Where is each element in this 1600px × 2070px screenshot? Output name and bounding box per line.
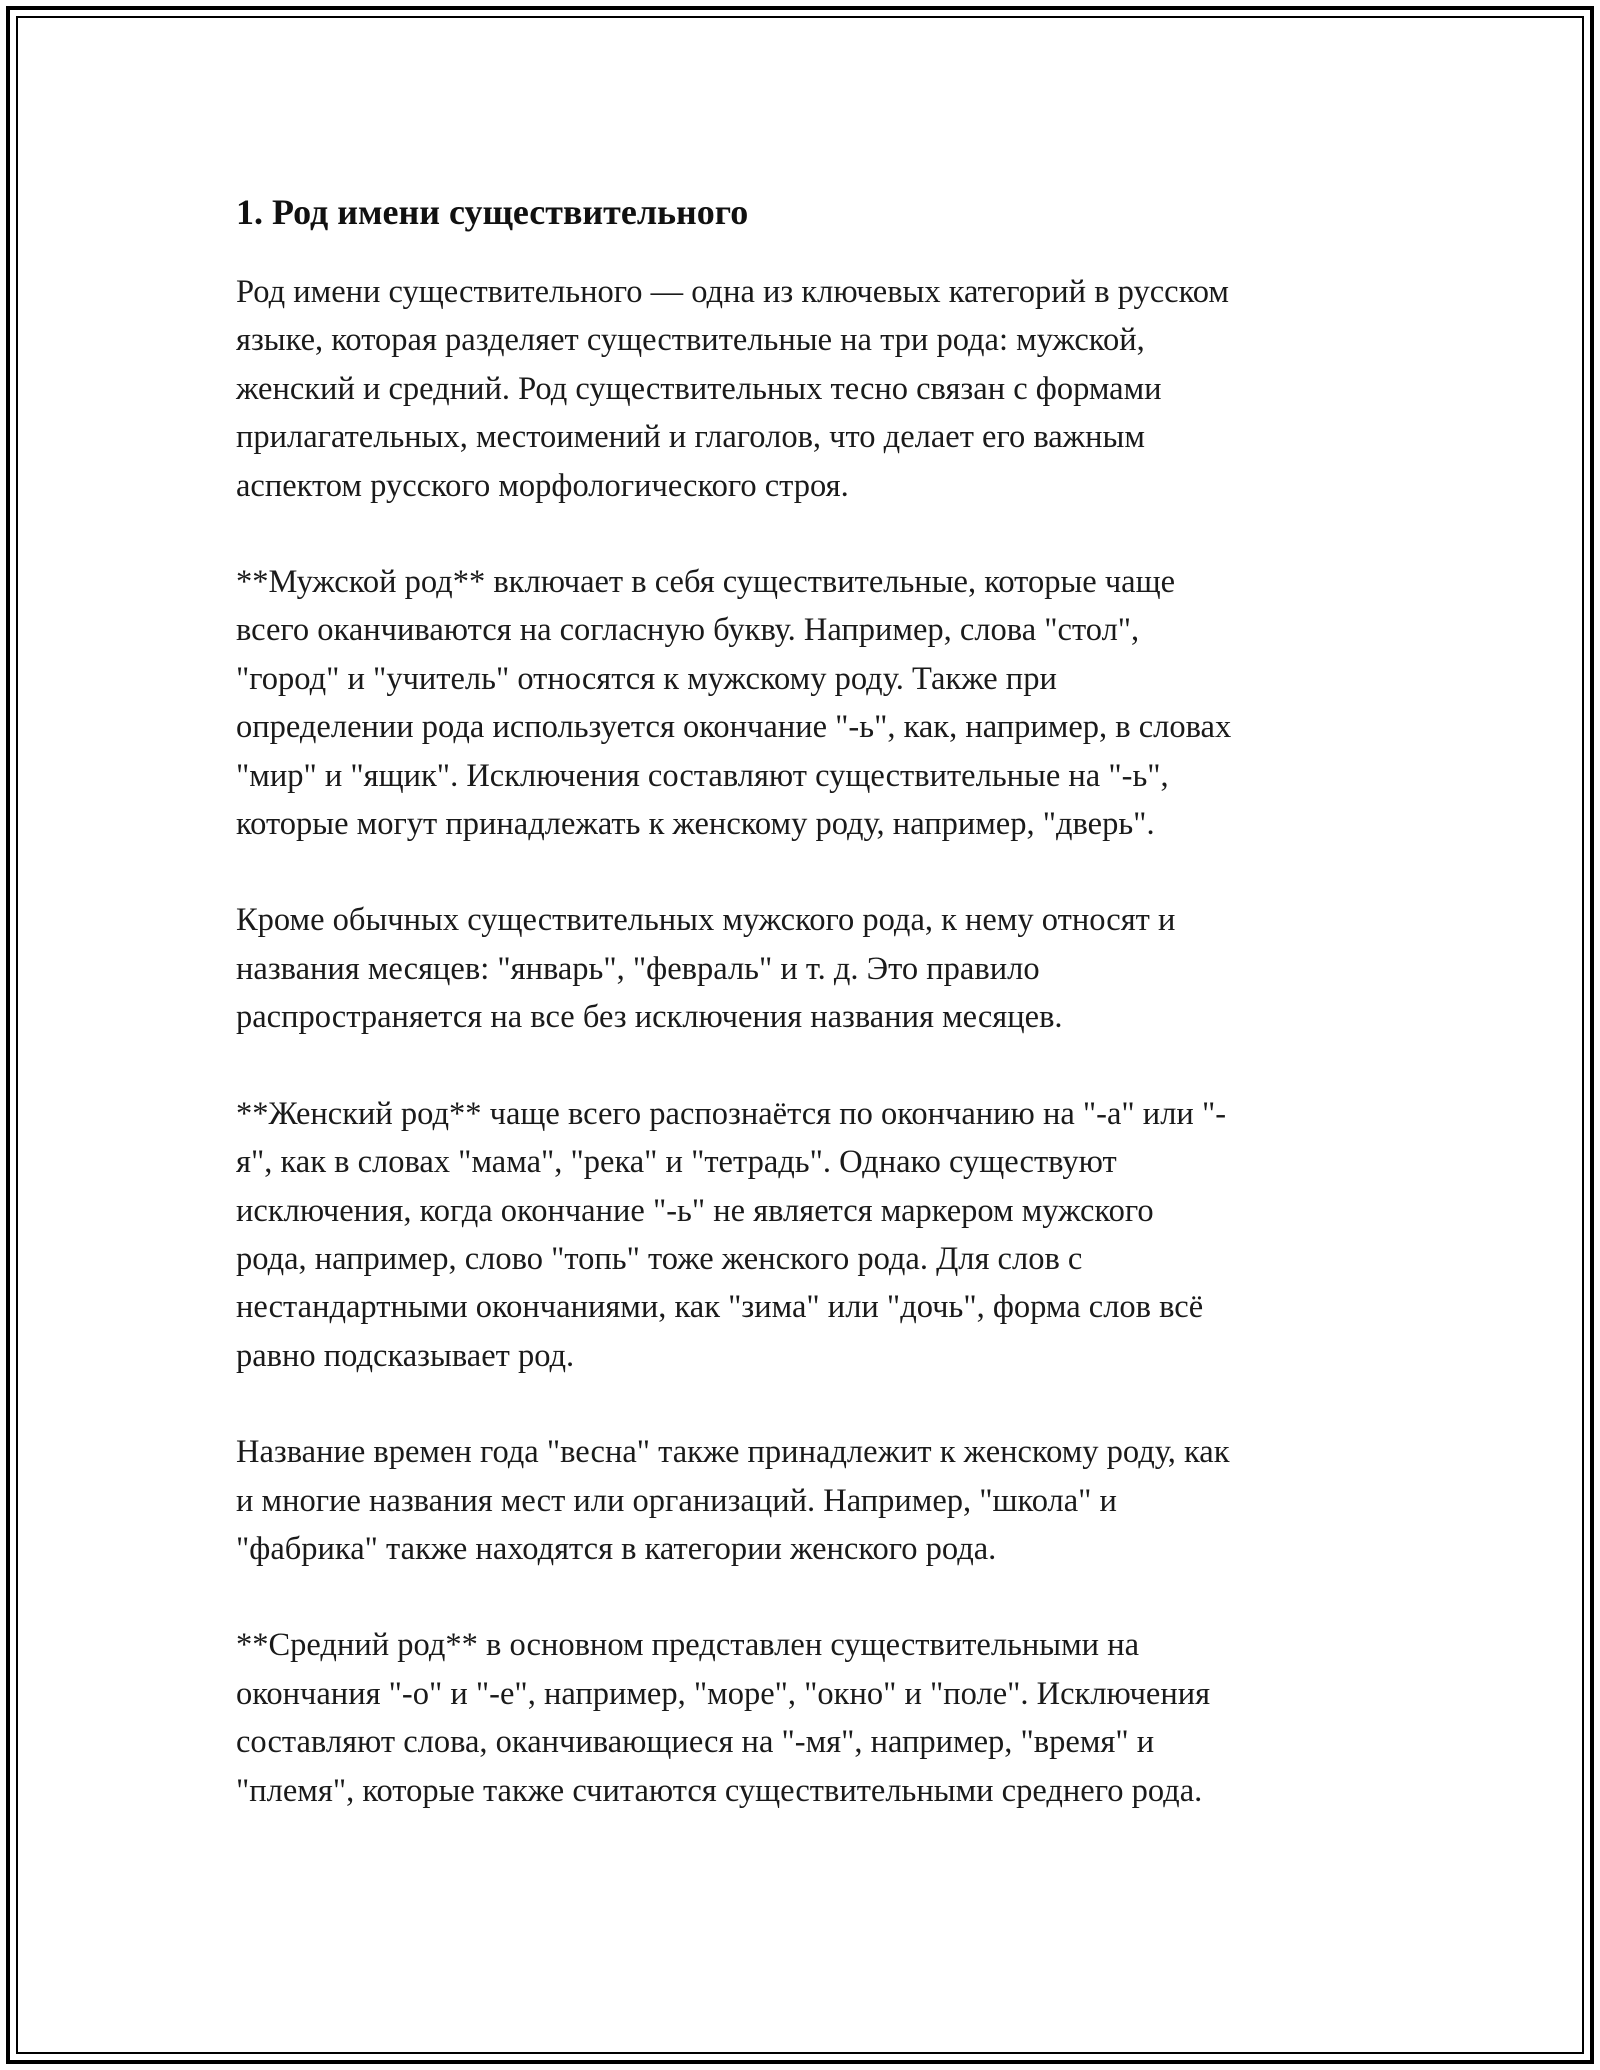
document-body <box>236 186 1376 1863</box>
section-heading: 1. Род имени существительного <box>236 192 749 232</box>
paragraph-months: Кроме обычных существительных мужского рода, к нему относят и названия месяцев: "январь", "февраль" и т. д. Это правило распространяется на все без исключения названия месяцев. <box>236 902 1176 1036</box>
paragraph-neuter: **Средний род** в основном представлен существительными на окончания "-о" и "-е", например, "море", "окно" и "поле". Исключения составляют слова, оканчивающиеся на "-мя", например, "время" и "племя", которые также считаются существительными среднего рода. <box>236 1627 1211 1809</box>
paragraph-masculine: **Мужской род** включает в себя существительные, которые чаще всего оканчиваются на согласную букву. Например, слова "стол", "город" и "учитель" относятся к мужскому роду. Также при определении рода используется окончание "-ь", как, например, в словах "мир" и "ящик". Исключения составляют существительные на "-ь", которые могут принадлежать к женскому роду, например, "дверь". <box>236 564 1232 843</box>
paragraph-seasons: Название времен года "весна" также принадлежит к женскому роду, как и многие названия мест или организаций. Например, "школа" и "фабрика" также находятся в категории женского рода. <box>236 1434 1230 1567</box>
paragraph-feminine: **Женский род** чаще всего распознаётся по окончанию на "-а" или "- я", как в словах "мама", "река" и "тетрадь". Однако существуют исключения, когда окончание "-ь" не является маркером мужского рода, например, слово "топь" тоже женского рода. Для слов с нестандартными окончаниями, как "зима" или "дочь", форма слов всё равно подсказывает род. <box>236 1095 1227 1374</box>
paragraph-intro: Род имени существительного — одна из ключевых категорий в русском языке, которая разделяет существительные на три рода: мужской, женский и средний. Род существительных тесно связан с формами прилагательных, местоимений и глаголов, что делает его важным аспектом русского морфологического строя. <box>236 274 1229 504</box>
